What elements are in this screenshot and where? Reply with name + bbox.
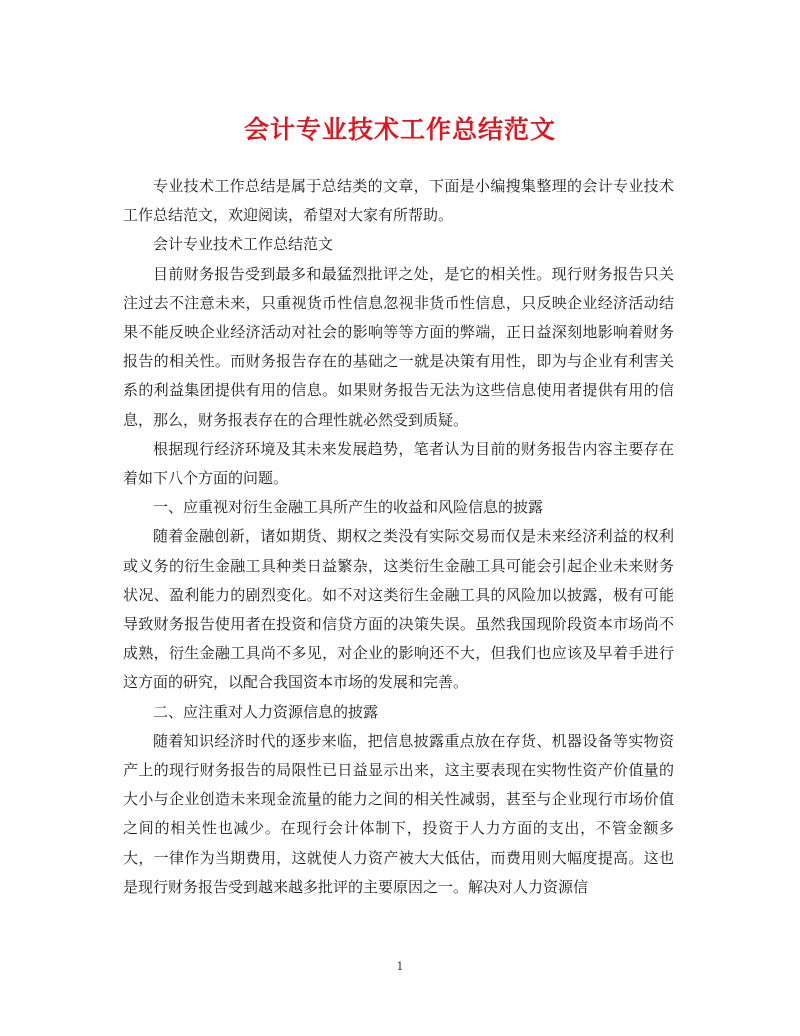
- intro-paragraph: 专业技术工作总结是属于总结类的文章，下面是小编搜集整理的会计专业技术工作总结范文，欢迎阅读，希望对大家有所帮助。: [123, 177, 674, 225]
- body-paragraph: 根据现行经济环境及其未来发展趋势，笔者认为目前的财务报告内容主要存在着如下八个方面的问题。: [123, 439, 674, 488]
- document-body: [123, 172, 674, 902]
- page-number: 1: [396, 960, 404, 973]
- subsection-heading: 一、应重视对衍生金融工具所产生的收益和风险信息的披露: [153, 498, 544, 517]
- subsection-heading: 二、应注重对人力资源信息的披露: [153, 702, 379, 721]
- body-paragraph: 随着知识经济时代的逐步来临，把信息披露重点放在存货、机器设备等实物资产上的现行财务报告的局限性已日益显示出来，这主要表现在实物性资产价值量的大小与企业创造未来现金流量的能力之间的相关性减弱，甚至与企业现行市场价值之间的相关性也减少。在现行会计体制下，投资于人力方面的支出，不管金额多大，一律作为当期费用，这就使人力资产被大大低估，而费用则大幅度提高。这也是现行财务报告受到越来越多批评的主要原因之一。解决对人力资源信: [123, 731, 674, 896]
- document-title: 会计专业技术工作总结范文: [243, 115, 556, 144]
- body-paragraph: 目前财务报告受到最多和最猛烈批评之处，是它的相关性。现行财务报告只关注过去不注意未来，只重视货币性信息忽视非货币性信息，只反映企业经济活动结果不能反映企业经济活动对社会的影响等等方面的弊端，正日益深刻地影响着财务报告的相关性。而财务报告存在的基础之一就是决策有用性，即为与企业有利害关系的利益集团提供有用的信息。如果财务报告无法为这些信息使用者提供有用的信息，那么，财务报表存在的合理性就必然受到质疑。: [123, 264, 674, 429]
- section-heading: 会计专业技术工作总结范文: [153, 235, 334, 254]
- body-paragraph: 随着金融创新，诸如期货、期权之类没有实际交易而仅是未来经济利益的权利或义务的衍生金融工具种类日益繁杂，这类衍生金融工具可能会引起企业未来财务状况、盈利能力的剧烈变化。如不对这类衍生金融工具的风险加以披露，极有可能导致财务报告使用者在投资和信贷方面的决策失误。虽然我国现阶段资本市场尚不成熟，衍生金融工具尚不多见，对企业的影响还不大，但我们也应该及早着手进行这方面的研究，以配合我国资本市场的发展和完善。: [123, 527, 674, 692]
